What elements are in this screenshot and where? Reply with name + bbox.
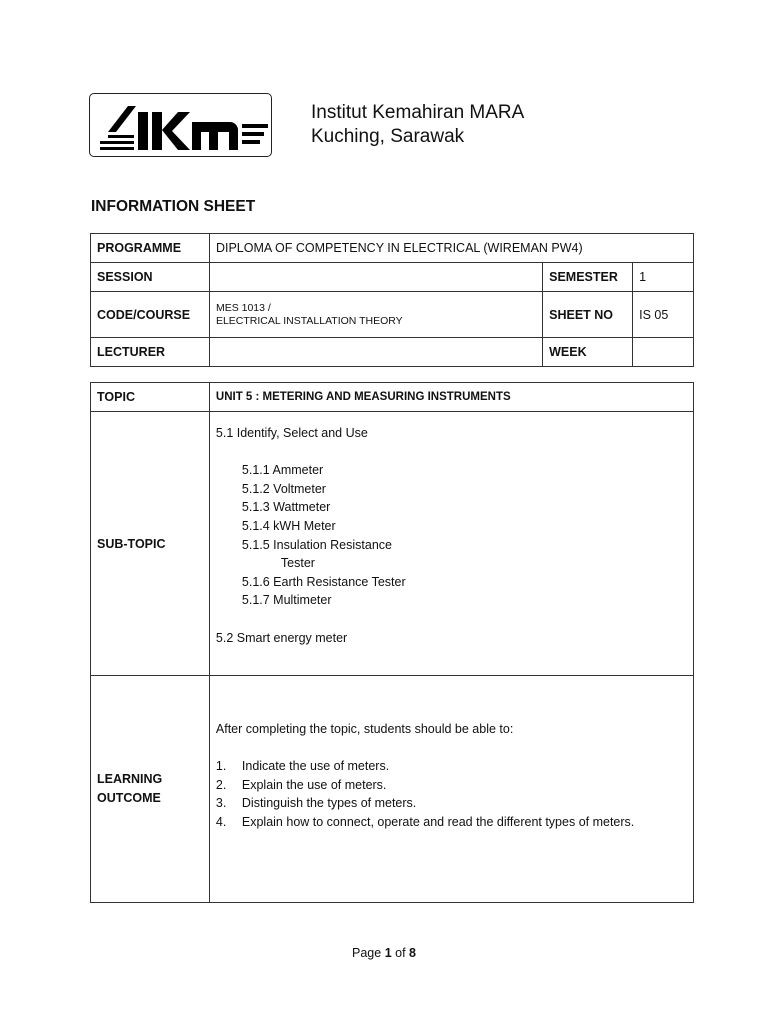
outcome-item — [216, 794, 687, 813]
outcome-text: Explain the use of meters. — [241, 777, 387, 792]
outcome-number: 1. — [215, 759, 227, 774]
subtopic-item: 5.1.1 Ammeter — [241, 463, 324, 478]
outcome-number: 4. — [215, 814, 227, 829]
lecturer-value — [209, 338, 542, 367]
page-footer — [0, 946, 768, 960]
learning-label-line-2: OUTCOME — [97, 791, 161, 805]
outcome-item — [216, 757, 687, 776]
programme-label: PROGRAMME — [91, 234, 210, 263]
sheet-title: INFORMATION SHEET — [91, 198, 256, 215]
subtopic-label: SUB-TOPIC — [91, 412, 210, 676]
learning-outcome-content — [209, 676, 693, 903]
subtopic-item: 5.1.3 Wattmeter — [241, 500, 331, 515]
week-value — [633, 338, 694, 367]
outcome-item — [216, 776, 687, 795]
content-table — [90, 382, 694, 903]
session-label: SESSION — [91, 263, 210, 292]
ikm-logo-graphic — [90, 94, 273, 158]
institution-line-1: Institut Kemahiran MARA — [311, 102, 525, 123]
code-line-1: MES 1013 / — [215, 301, 271, 314]
learning-intro: After completing the topic, students should be able to: — [215, 722, 514, 736]
subtopic-item: 5.1.6 Earth Resistance Tester — [241, 574, 406, 589]
outcome-text: Distinguish the types of meters. — [241, 796, 417, 811]
lecturer-row — [91, 338, 694, 367]
learning-outcome-row — [91, 676, 694, 903]
info-table — [90, 233, 694, 367]
institution-logo — [89, 93, 272, 157]
week-label: WEEK — [543, 338, 633, 367]
subtopic-row — [91, 412, 694, 676]
semester-label: SEMESTER — [543, 263, 633, 292]
code-row — [91, 292, 694, 338]
outcome-number: 2. — [215, 777, 227, 792]
outcome-item — [216, 813, 687, 832]
code-line-2: ELECTRICAL INSTALLATION THEORY — [215, 314, 403, 327]
subtopic-last: 5.2 Smart energy meter — [215, 630, 348, 645]
subtopic-item: 5.1.4 kWH Meter — [241, 518, 336, 533]
page-total: 8 — [409, 946, 416, 960]
topic-label: TOPIC — [91, 383, 210, 412]
outcome-text: Explain how to connect, operate and read the different types of meters. — [241, 814, 635, 829]
semester-value: 1 — [633, 263, 694, 292]
code-value — [209, 292, 542, 338]
session-row — [91, 263, 694, 292]
subtopic-item-continuation: Tester — [280, 556, 315, 571]
topic-value: UNIT 5 : METERING AND MEASURING INSTRUMENTS — [209, 383, 693, 412]
page-of: of — [391, 946, 410, 960]
session-value — [209, 263, 542, 292]
institution-line-2: Kuching, Sarawak — [311, 126, 465, 147]
institution-name — [311, 101, 524, 149]
outcome-number: 3. — [215, 796, 227, 811]
sheet-no-label: SHEET NO — [543, 292, 633, 338]
topic-row — [91, 383, 694, 412]
learning-label-line-1: LEARNING — [97, 772, 163, 786]
subtopic-item: 5.1.5 Insulation Resistance — [241, 537, 392, 552]
page-current: 1 — [384, 946, 392, 960]
subtopic-item: 5.1.7 Multimeter — [241, 593, 332, 608]
subtopic-item: 5.1.2 Voltmeter — [241, 481, 326, 496]
sheet-no-value: IS 05 — [633, 292, 694, 338]
outcome-text: Indicate the use of meters. — [241, 759, 390, 774]
subtopic-content — [209, 412, 693, 676]
code-label: CODE/COURSE — [91, 292, 210, 338]
lecturer-label: LECTURER — [91, 338, 210, 367]
programme-row — [91, 234, 694, 263]
page-prefix: Page — [352, 946, 385, 960]
programme-value: DIPLOMA OF COMPETENCY IN ELECTRICAL (WIREMAN PW4) — [209, 234, 693, 263]
learning-outcome-label — [91, 676, 210, 903]
subtopic-heading: 5.1 Identify, Select and Use — [215, 426, 368, 440]
